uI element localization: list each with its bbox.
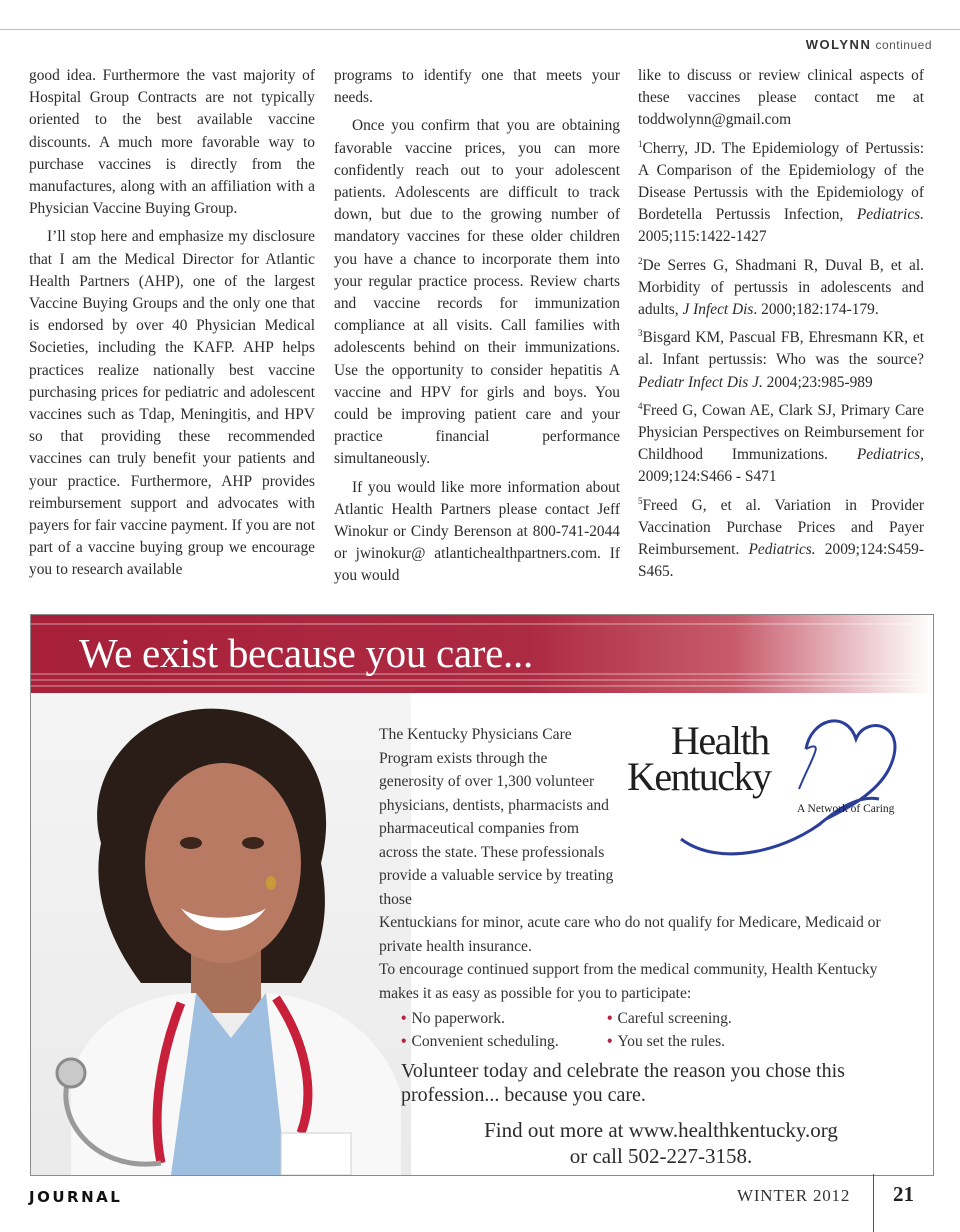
- paragraph: If you would like more information about Atlantic Health Partners please contact Jeff Winokur or Cindy Berenson at 800-741-2044 or jwinokur@ atlantichealthpartners.com. If you would: [334, 478, 620, 585]
- ad-call-to-action: Volunteer today and celebrate the reason you chose this profession... because you care.: [401, 1060, 845, 1106]
- ad-paragraph: Kentuckians for minor, acute care who do not qualify for Medicare, Medicaid or private health insurance.: [379, 914, 881, 955]
- doctor-photo: [31, 693, 411, 1175]
- ad-headline: We exist because you care...: [79, 630, 533, 676]
- running-head-continued: continued: [875, 38, 932, 52]
- page-number-divider: [873, 1174, 874, 1232]
- reference-item: $^2$De Serres G, Shadmani R, Duval B, et al. Morbidity of pertussis in adolescents and adults, J Infect Dis. 2000;182:174-179.: [638, 255, 924, 319]
- logo-wordmark: Health Kentucky: [627, 718, 771, 799]
- bullet-item: • Careful screening.: [607, 1010, 732, 1027]
- article-column-3: [638, 65, 924, 589]
- ad-phone: or call 502-227-3158.: [569, 1144, 753, 1168]
- reference-item: $^1$Cherry, JD. The Epidemiology of Pertussis: A Comparison of the Epidemiology of the Disease Pertussis with the Epidemiology of Bordetella Pertussis Infection, Pediatrics. 2005;115:1422-1427: [638, 138, 924, 246]
- references-list: [638, 138, 924, 584]
- paragraph: I’ll stop here and emphasize my disclosure that I am the Medical Director for Atlantic Health Partners (AHP), one of the largest Vaccine Buying Groups and the only one that is endorsed by over 40 Physician Medical Societies, including the KAFP. AHP helps practices realize nationally best vaccine purchasing prices for pediatric and adolescent vaccines such as Tdap, Meningitis, and HPV so that providing these recommended vaccines can truly benefit your patients and your practice. Furthermore, AHP provides reimbursement support and advocates with payers for fair vaccine payment. If you are not part of a vaccine buying group we encourage you to research available: [29, 228, 315, 579]
- logo-tagline: A Network of Caring: [797, 803, 895, 815]
- paragraph: programs to identify one that meets your needs.: [334, 67, 620, 107]
- article-column-1: [29, 65, 315, 588]
- health-kentucky-advertisement: [30, 614, 934, 1176]
- bullet-item: • Convenient scheduling.: [401, 1033, 559, 1050]
- page-number: 21: [893, 1182, 914, 1206]
- ad-banner: [31, 615, 933, 693]
- running-head: [806, 37, 932, 52]
- bullet-item: • No paperwork.: [401, 1010, 506, 1027]
- paragraph: Once you confirm that you are obtaining favorable vaccine prices, you can more confidently reach out to your adolescent patients. Adolescents are difficult to track down, but due to the growing number of mandatory vaccines for these older children you have a chance to incorporate them into your regular practice process. Review charts and vaccine records for immunization compliance at all visits. Call families with adolescents behind on their immunizations. Use the opportunity to consider hepatitis A vaccine and HPV for girls and boys. You could be improving patient care and your practice financial performance simultaneously.: [334, 117, 620, 468]
- ad-paragraph: The Kentucky Physicians Care Program exists through the generosity of over 1,300 volunteer physicians, dentists, pharmacists and pharmaceutical companies from across the state. These professionals provide a valuable service by treating those: [379, 726, 614, 908]
- paragraph: good idea. Furthermore the vast majority of Hospital Group Contracts are not typically oriented to the best available vaccine discounts. A much more favorable way to purchase vaccines is directly from the manufactures, along with an affiliation with a Physician Vaccine Buying Group.: [29, 67, 315, 218]
- ad-paragraph: To encourage continued support from the medical community, Health Kentucky makes it as easy as possible for you to participate:: [379, 961, 878, 1002]
- issue-date: WINTER 2012: [737, 1186, 851, 1205]
- running-head-author: WOLYNN: [805, 37, 872, 52]
- top-rule: [0, 29, 960, 30]
- reference-item: $^4$Freed G, Cowan AE, Clark SJ, Primary Care Physician Perspectives on Reimbursement for Childhood Immunizations. Pediatrics, 2009;124:S466 - S471: [638, 400, 924, 486]
- ad-body-text: [379, 718, 899, 1005]
- ad-website-link[interactable]: Find out more at www.healthkentucky.org: [484, 1118, 838, 1142]
- paragraph: like to discuss or review clinical aspects of these vaccines please contact me at toddwolynn@gmail.com: [638, 67, 924, 129]
- reference-item: $^5$Freed G, et al. Variation in Provider Vaccination Purchase Prices and Payer Reimbursement. Pediatrics. 2009;124:S459-S465.: [638, 495, 924, 581]
- journal-name: JOURNAL: [29, 1188, 123, 1206]
- reference-item: $^3$Bisgard KM, Pascual FB, Ehresmann KR, et al. Infant pertussis: Who was the source? Pediatr Infect Dis J. 2004;23:985-989: [638, 328, 924, 391]
- article-column-2: [334, 65, 620, 594]
- ad-contact-info: [431, 1117, 891, 1169]
- bullet-item: • You set the rules.: [607, 1033, 726, 1050]
